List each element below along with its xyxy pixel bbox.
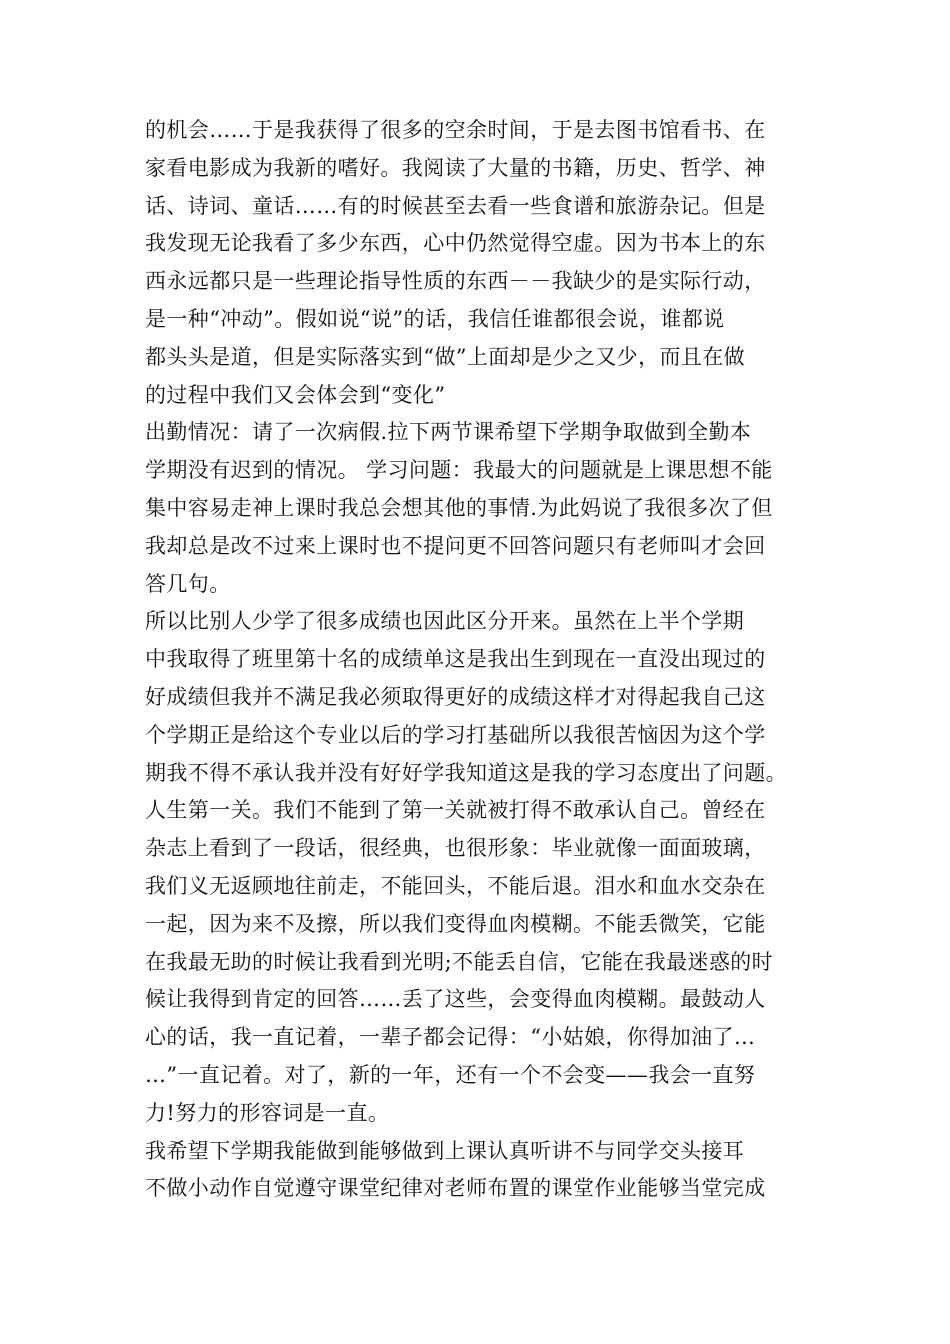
text-line: 的机会……于是我获得了很多的空余时间，于是去图书馆看书、在: [145, 118, 766, 142]
text-line: 我们义无返顾地往前走，不能回头，不能后退。泪水和血水交杂在: [145, 873, 766, 898]
text-line: 期我不得不承认我并没有好好学我知道这是我的学习态度出了问题。: [145, 760, 787, 785]
text-line: 所以比别人少学了很多成绩也因此区分开来。虽然在上半个学期: [145, 609, 745, 634]
text-line: 我发现无论我看了多少东西，心中仍然觉得空虚。因为书本上的东: [145, 231, 766, 256]
text-line: 话、诗词、童话……有的时候甚至去看一些食谱和旅游杂记。但是: [145, 193, 766, 218]
text-line: 都头头是道，但是实际落实到“做”上面却是少之又少，而且在做: [145, 344, 746, 369]
text-line: 在我最无助的时候让我看到光明;不能丢自信，它能在我最迷惑的时: [145, 949, 774, 974]
text-line: 出勤情况：请了一次病假.拉下两节课希望下学期争取做到全勤本: [145, 420, 752, 445]
text-line: 家看电影成为我新的嗜好。我阅读了大量的书籍，历史、哲学、神: [145, 155, 766, 180]
text-line: 候让我得到肯定的回答……丢了这些，会变得血肉模糊。最鼓动人: [145, 987, 766, 1012]
text-line: 人生第一关。我们不能到了第一关就被打得不敢承认自己。曾经在: [145, 798, 766, 823]
text-line: 是一种“冲动”。假如说“说”的话，我信任谁都很会说，谁都说: [145, 306, 725, 331]
text-line: 的过程中我们又会体会到“变化”: [145, 382, 446, 407]
text-line: 好成绩但我并不满足我必须取得更好的成绩这样才对得起我自己这: [145, 684, 766, 709]
text-line: 一起，因为来不及擦，所以我们变得血肉模糊。不能丢微笑，它能: [145, 911, 766, 936]
text-line: 答几句。: [145, 571, 231, 596]
text-line: 力!努力的形容词是一直。: [145, 1100, 390, 1125]
text-line: 个学期正是给这个专业以后的学习打基础所以我很苦恼因为这个学: [145, 722, 766, 747]
text-line: 不做小动作自觉遵守课堂纪律对老师布置的课堂作业能够当堂完成: [145, 1176, 766, 1201]
text-line: 我却总是改不过来上课时也不提问更不回答问题只有老师叫才会回: [145, 533, 766, 558]
text-line: 中我取得了班里第十名的成绩单这是我出生到现在一直没出现过的: [145, 647, 766, 672]
text-line: …”一直记着。对了，新的一年，还有一个不会变——我会一直努: [145, 1062, 756, 1087]
text-line: 我希望下学期我能做到能够做到上课认真听讲不与同学交头接耳: [145, 1138, 745, 1163]
text-line: 杂志上看到了一段话，很经典，也很形象：毕业就像一面面玻璃，: [145, 836, 766, 861]
text-line: 心的话，我一直记着，一辈子都会记得：“小姑娘，你得加油了…: [145, 1025, 756, 1050]
body-text: [145, 112, 815, 1208]
text-line: 集中容易走神上课时我总会想其他的事情.为此妈说了我很多次了但: [145, 495, 773, 520]
text-line: 学期没有迟到的情况。 学习问题：我最大的问题就是上课思想不能: [145, 458, 773, 483]
text-line: 西永远都只是一些理论指导性质的东西－－我缺少的是实际行动，: [145, 269, 766, 294]
